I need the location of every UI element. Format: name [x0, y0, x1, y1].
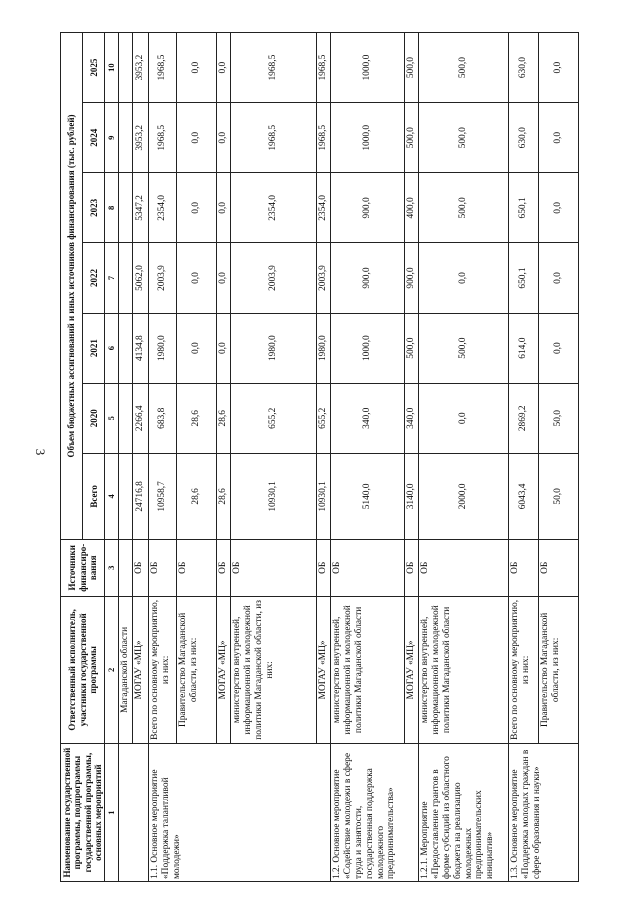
- value-cell: 0,0: [217, 313, 231, 383]
- value-cell: 500,0: [405, 33, 419, 103]
- source-cell: ОБ: [149, 539, 177, 596]
- value-cell: 1000,0: [331, 33, 405, 103]
- table-row: [509, 33, 539, 882]
- value-cell: 0,0: [177, 103, 217, 173]
- value-cell: 1968,5: [149, 33, 177, 103]
- value-cell: 10930,1: [317, 453, 331, 539]
- value-cell: 0,0: [539, 33, 579, 103]
- value-cell: 0,0: [217, 103, 231, 173]
- source-cell: ОБ: [405, 539, 419, 596]
- rotated-table-container: [60, 32, 600, 882]
- value-cell: 0,0: [177, 173, 217, 243]
- header-program-name: Наименование государственной программы, подпрограммы государственной программы, основных мероприятий: [61, 744, 105, 882]
- header-year: 2025: [83, 33, 105, 103]
- value-cell: 1980,0: [231, 313, 317, 383]
- value-cell: 1968,5: [231, 103, 317, 173]
- value-cell: 500,0: [405, 313, 419, 383]
- value-cell: 0,0: [539, 243, 579, 313]
- value-cell: 0,0: [419, 383, 509, 453]
- funding-table: [60, 32, 579, 882]
- column-number: 3: [105, 539, 119, 596]
- table-row: [331, 33, 405, 882]
- value-cell: 24716,8: [133, 453, 149, 539]
- value-cell: 3953,2: [133, 103, 149, 173]
- column-number: 8: [105, 173, 119, 243]
- header-total: Всего: [83, 453, 105, 539]
- program-name-cell: 1.3. Основное мероприятие «Поддержка молодых граждан в сфере образования и науки»: [509, 744, 579, 882]
- value-cell: 900,0: [331, 243, 405, 313]
- value-cell: 0,0: [177, 313, 217, 383]
- header-year: 2020: [83, 383, 105, 453]
- value-cell: 2003,9: [149, 243, 177, 313]
- value-cell: 5140,0: [331, 453, 405, 539]
- value-cell: 0,0: [217, 243, 231, 313]
- column-number: 7: [105, 243, 119, 313]
- column-number: 6: [105, 313, 119, 383]
- value-cell: 2000,0: [419, 453, 509, 539]
- value-cell: 500,0: [419, 103, 509, 173]
- executor-cell: МОГАУ «МЦ»: [317, 596, 331, 744]
- header-funding: Объем бюджетных ассигнований и иных источников финансирования (тыс. рублей): [61, 33, 83, 540]
- value-cell: 1968,5: [231, 33, 317, 103]
- value-cell: 655,2: [317, 383, 331, 453]
- value-cell: 50,0: [539, 383, 579, 453]
- value-cell: 0,0: [539, 103, 579, 173]
- value-cell: 2354,0: [149, 173, 177, 243]
- program-name-cell: 1.1. Основное мероприятие «Поддержка талантливой молодежи»: [149, 744, 331, 882]
- value-cell: 28,6: [177, 383, 217, 453]
- source-cell: ОБ: [317, 539, 331, 596]
- header-year: 2021: [83, 313, 105, 383]
- value-cell: 630,0: [509, 103, 539, 173]
- table-row: [119, 33, 133, 882]
- value-cell: 50,0: [539, 453, 579, 539]
- value-cell: 28,6: [217, 453, 231, 539]
- page-number: 3: [33, 448, 48, 456]
- executor-cell: министерство внутренней, информационной и молодежной политики Магаданской области, из них:: [231, 596, 317, 744]
- executor-cell: министерство внутренней, информационной и молодежной политики Магаданской области: [331, 596, 405, 744]
- value-cell: 614,0: [509, 313, 539, 383]
- value-cell: 2869,2: [509, 383, 539, 453]
- value-cell: 500,0: [419, 313, 509, 383]
- value-cell: [119, 243, 133, 313]
- column-number: 4: [105, 453, 119, 539]
- table-row: [419, 33, 509, 882]
- source-cell: ОБ: [509, 539, 539, 596]
- value-cell: 5347,2: [133, 173, 149, 243]
- value-cell: 340,0: [405, 383, 419, 453]
- executor-cell: МОГАУ «МЦ»: [133, 596, 149, 744]
- source-cell: ОБ: [231, 539, 317, 596]
- source-cell: ОБ: [419, 539, 509, 596]
- value-cell: 3953,2: [133, 33, 149, 103]
- value-cell: 900,0: [405, 243, 419, 313]
- value-cell: 10930,1: [231, 453, 317, 539]
- value-cell: [119, 383, 133, 453]
- source-cell: ОБ: [133, 539, 149, 596]
- value-cell: 500,0: [405, 103, 419, 173]
- value-cell: 0,0: [217, 33, 231, 103]
- executor-cell: министерство внутренней, информационной и молодежной политики Магаданской области: [419, 596, 509, 744]
- value-cell: 1980,0: [317, 313, 331, 383]
- header-executor: Ответственный исполнитель, участники государственной программы: [61, 596, 105, 744]
- executor-cell: МОГАУ «МЦ»: [217, 596, 231, 744]
- value-cell: 2003,9: [317, 243, 331, 313]
- value-cell: 1000,0: [331, 313, 405, 383]
- value-cell: 1000,0: [331, 103, 405, 173]
- program-name-cell: 1.2.1. Мероприятие «Предоставление грантов в форме субсидий из областного бюджета на реализацию молодежных предпринимательских инициатив»: [419, 744, 509, 882]
- value-cell: [119, 453, 133, 539]
- executor-cell: МОГАУ «МЦ»: [405, 596, 419, 744]
- value-cell: 6043,4: [509, 453, 539, 539]
- value-cell: [119, 103, 133, 173]
- value-cell: 2354,0: [317, 173, 331, 243]
- source-cell: ОБ: [177, 539, 217, 596]
- executor-cell: Магаданской области: [119, 596, 133, 744]
- program-name-cell: [119, 744, 149, 882]
- value-cell: 10958,7: [149, 453, 177, 539]
- value-cell: 683,8: [149, 383, 177, 453]
- column-number: 1: [105, 744, 119, 882]
- value-cell: 5062,0: [133, 243, 149, 313]
- value-cell: 2266,4: [133, 383, 149, 453]
- value-cell: 28,6: [217, 383, 231, 453]
- value-cell: 1968,5: [317, 33, 331, 103]
- value-cell: 650,1: [509, 173, 539, 243]
- value-cell: 3140,0: [405, 453, 419, 539]
- column-number: 9: [105, 103, 119, 173]
- value-cell: [119, 313, 133, 383]
- value-cell: 500,0: [419, 33, 509, 103]
- header-year: 2024: [83, 103, 105, 173]
- header-year: 2023: [83, 173, 105, 243]
- value-cell: [119, 173, 133, 243]
- source-cell: ОБ: [217, 539, 231, 596]
- executor-cell: Правительство Магаданской области, из них:: [177, 596, 217, 744]
- value-cell: 2354,0: [231, 173, 317, 243]
- value-cell: 500,0: [419, 173, 509, 243]
- column-number: 5: [105, 383, 119, 453]
- executor-cell: Правительство Магаданской области, из них:: [539, 596, 579, 744]
- value-cell: 0,0: [177, 33, 217, 103]
- program-name-cell: 1.2. Основное мероприятие «Содействие молодежи в сфере труда и занятости, государственная поддержка молодежного предпринимательства»: [331, 744, 419, 882]
- header-year: 2022: [83, 243, 105, 313]
- value-cell: 340,0: [331, 383, 405, 453]
- value-cell: 900,0: [331, 173, 405, 243]
- value-cell: 0,0: [539, 313, 579, 383]
- value-cell: 650,1: [509, 243, 539, 313]
- value-cell: 0,0: [177, 243, 217, 313]
- executor-cell: Всего по основному мероприятию, из них:: [149, 596, 177, 744]
- column-number: 10: [105, 33, 119, 103]
- value-cell: [119, 33, 133, 103]
- value-cell: 400,0: [405, 173, 419, 243]
- value-cell: 0,0: [419, 243, 509, 313]
- value-cell: 630,0: [509, 33, 539, 103]
- source-cell: ОБ: [331, 539, 405, 596]
- header-sources: Источники финансирования: [61, 539, 105, 596]
- table-row: [149, 33, 177, 882]
- source-cell: [119, 539, 133, 596]
- value-cell: 2003,9: [231, 243, 317, 313]
- executor-cell: Всего по основному мероприятию, из них:: [509, 596, 539, 744]
- source-cell: ОБ: [539, 539, 579, 596]
- value-cell: 0,0: [539, 173, 579, 243]
- value-cell: 655,2: [231, 383, 317, 453]
- value-cell: 1980,0: [149, 313, 177, 383]
- value-cell: 1968,5: [149, 103, 177, 173]
- value-cell: 28,6: [177, 453, 217, 539]
- value-cell: 0,0: [217, 173, 231, 243]
- value-cell: 1968,5: [317, 103, 331, 173]
- column-number: 2: [105, 596, 119, 744]
- value-cell: 4134,8: [133, 313, 149, 383]
